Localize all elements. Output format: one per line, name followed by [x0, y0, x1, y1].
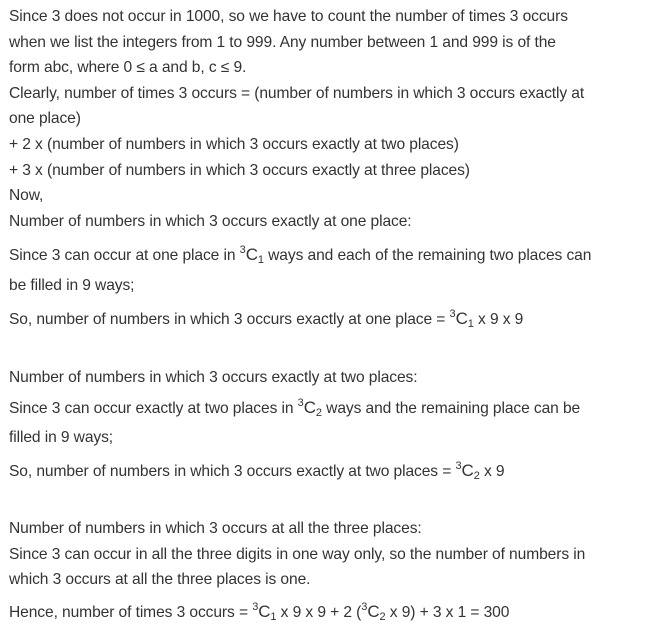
text-line: be filled in 9 ways; [9, 277, 135, 294]
text-span: x 9 x 9 [473, 311, 524, 328]
text-line: filled in 9 ways; [9, 429, 114, 446]
subscript: 2 [473, 470, 480, 482]
text-line: Since 3 does not occur in 1000, so we have to count the number of times 3 occurs [9, 8, 568, 25]
text-line: + 3 x (number of numbers in which 3 occurs exactly at three places) [9, 162, 470, 179]
text-span: So, number of numbers in which 3 occurs exactly at one place = [9, 311, 450, 328]
text-line: which 3 occurs at all the three places is one. [9, 571, 311, 588]
text-span: ways and the remaining place can be [321, 400, 581, 417]
text-line [9, 309, 523, 331]
text-line [9, 245, 591, 267]
superscript: 3 [239, 244, 246, 256]
combination-symbol: C [303, 398, 316, 417]
text-span: ways and each of the remaining two places can [263, 247, 592, 264]
text-span: Since 3 can occur at one place in [9, 247, 240, 264]
superscript: 3 [361, 601, 368, 613]
text-line [9, 461, 504, 483]
text-span: x 9 [479, 463, 505, 480]
subscript: 1 [270, 611, 277, 623]
text-line: Number of numbers in which 3 occurs exactly at one place: [9, 213, 412, 230]
combination-symbol: C [258, 602, 271, 621]
text-span: So, number of numbers in which 3 occurs exactly at two places = [9, 463, 456, 480]
combination-symbol: C [461, 461, 474, 480]
text-line: one place) [9, 110, 81, 127]
combination-symbol: C [367, 602, 380, 621]
text-line: Number of numbers in which 3 occurs exactly at two places: [9, 369, 418, 386]
combination-symbol: C [455, 309, 468, 328]
text-line: Number of numbers in which 3 occurs at all the three places: [9, 520, 422, 537]
text-span: x 9 x 9 + 2 ( [276, 604, 362, 621]
text-line: Now, [9, 187, 44, 204]
superscript: 3 [449, 308, 456, 320]
text-line: when we list the integers from 1 to 999. Any number between 1 and 999 is of the [9, 34, 556, 51]
text-line: Since 3 can occur in all the three digits in one way only, so the number of numbers in [9, 546, 586, 563]
text-line: + 2 x (number of numbers in which 3 occurs exactly at two places) [9, 136, 459, 153]
subscript: 2 [315, 407, 322, 419]
text-line [9, 602, 509, 624]
combination-symbol: C [245, 245, 258, 264]
superscript: 3 [455, 460, 462, 472]
text-span: x 9) + 3 x 1 = 300 [385, 604, 510, 621]
text-span: Since 3 can occur exactly at two places in [9, 400, 298, 417]
text-line: Clearly, number of times 3 occurs = (number of numbers in which 3 occurs exactly at [9, 85, 585, 102]
superscript: 3 [252, 601, 259, 613]
subscript: 1 [257, 254, 264, 266]
text-line [9, 398, 580, 420]
superscript: 3 [297, 397, 304, 409]
text-line: form abc, where 0 ≤ a and b, c ≤ 9. [9, 59, 247, 76]
subscript: 2 [379, 611, 386, 623]
text-span: Hence, number of times 3 occurs = [9, 604, 253, 621]
subscript: 1 [467, 318, 474, 330]
